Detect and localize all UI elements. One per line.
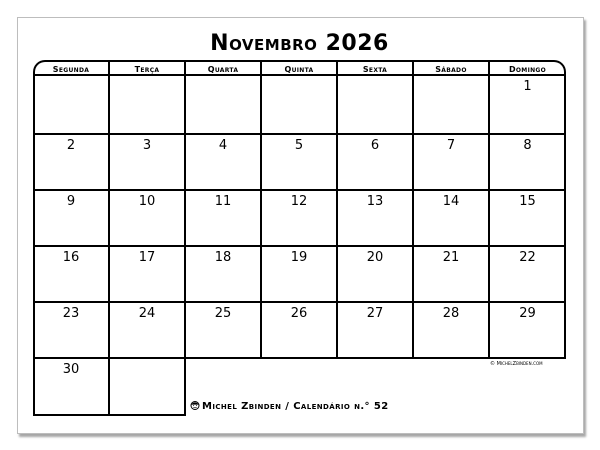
column-divider (564, 302, 566, 358)
calendar-grid (33, 60, 566, 416)
column-divider (412, 190, 414, 246)
row-divider (33, 245, 566, 247)
column-divider (260, 246, 262, 302)
column-divider (184, 358, 186, 416)
day-number: 21 (442, 250, 460, 265)
day-number: 2 (66, 138, 76, 153)
day-number: 8 (523, 138, 532, 153)
column-divider (33, 190, 35, 246)
column-divider (260, 134, 262, 190)
weekday-header: Quinta (284, 65, 314, 74)
column-divider (336, 190, 338, 246)
column-divider (412, 75, 414, 134)
day-number: 16 (62, 250, 80, 265)
day-number: 4 (218, 138, 228, 153)
column-divider (33, 134, 35, 190)
column-divider (260, 190, 262, 246)
header-divider (260, 60, 262, 75)
column-divider (33, 75, 35, 134)
header-divider (336, 60, 338, 75)
column-divider (488, 246, 490, 302)
day-number: 27 (366, 306, 384, 321)
column-divider (184, 134, 186, 190)
day-number: 17 (138, 250, 156, 265)
day-number: 14 (442, 194, 460, 209)
header-divider (184, 60, 186, 75)
day-number: 1 (523, 79, 532, 94)
header-divider (108, 60, 110, 75)
column-divider (336, 246, 338, 302)
day-number: 13 (366, 194, 384, 209)
day-number: 15 (519, 194, 536, 209)
day-number: 26 (290, 306, 308, 321)
day-number: 5 (294, 138, 304, 153)
column-divider (33, 358, 35, 416)
day-number: 28 (442, 306, 460, 321)
column-divider (108, 246, 110, 302)
day-number: 29 (519, 306, 536, 321)
day-number: 24 (138, 306, 156, 321)
weekday-header: Terça (134, 65, 160, 74)
column-divider (412, 302, 414, 358)
column-divider (564, 190, 566, 246)
day-number: 23 (62, 306, 80, 321)
day-number: 22 (519, 250, 536, 265)
column-divider (260, 75, 262, 134)
row-divider (33, 301, 566, 303)
column-divider (184, 246, 186, 302)
weekday-header: Domingo (508, 65, 547, 74)
column-divider (108, 302, 110, 358)
column-divider (412, 246, 414, 302)
header-divider (488, 60, 490, 75)
column-divider (184, 302, 186, 358)
day-number: 30 (62, 362, 80, 377)
weekday-header: Quarta (207, 65, 239, 74)
column-divider (184, 190, 186, 246)
day-number: 12 (290, 194, 308, 209)
column-divider (108, 358, 110, 416)
column-divider (564, 134, 566, 190)
column-divider (260, 302, 262, 358)
day-number: 11 (214, 194, 232, 209)
column-divider (488, 134, 490, 190)
day-number: 25 (214, 306, 232, 321)
column-divider (564, 246, 566, 302)
column-divider (336, 134, 338, 190)
header-divider (412, 60, 414, 75)
column-divider (33, 246, 35, 302)
weekday-header: Sábado (435, 65, 467, 74)
row-divider (33, 133, 566, 135)
column-divider (412, 134, 414, 190)
column-divider (336, 75, 338, 134)
column-divider (33, 302, 35, 358)
day-number: 9 (66, 194, 76, 209)
day-number: 6 (370, 138, 380, 153)
column-divider (488, 190, 490, 246)
footer-credit (190, 400, 389, 413)
smiley-face-icon (190, 400, 200, 410)
day-number: 7 (446, 138, 456, 153)
day-number: 10 (138, 194, 156, 209)
column-divider (564, 75, 566, 134)
day-number: 3 (142, 138, 152, 153)
row-divider (33, 357, 566, 359)
weekday-header: Segunda (52, 65, 90, 74)
day-number: 18 (214, 250, 232, 265)
calendar-title: Novembro 2026 (210, 31, 389, 56)
column-divider (488, 302, 490, 358)
weekday-header-row (33, 60, 566, 75)
day-number: 19 (290, 250, 308, 265)
column-divider (336, 302, 338, 358)
day-number: 20 (366, 250, 384, 265)
row-divider (33, 189, 566, 191)
column-divider (184, 75, 186, 134)
column-divider (488, 75, 490, 134)
column-divider (108, 75, 110, 134)
footer-credit-text: Michel Zbinden / Calendário n.° 52 (202, 401, 389, 412)
column-divider (108, 134, 110, 190)
weekday-header: Sexta (362, 65, 388, 74)
column-divider (108, 190, 110, 246)
copyright-notice: © MichelZbinden.com (490, 361, 543, 367)
row-divider (33, 74, 566, 76)
